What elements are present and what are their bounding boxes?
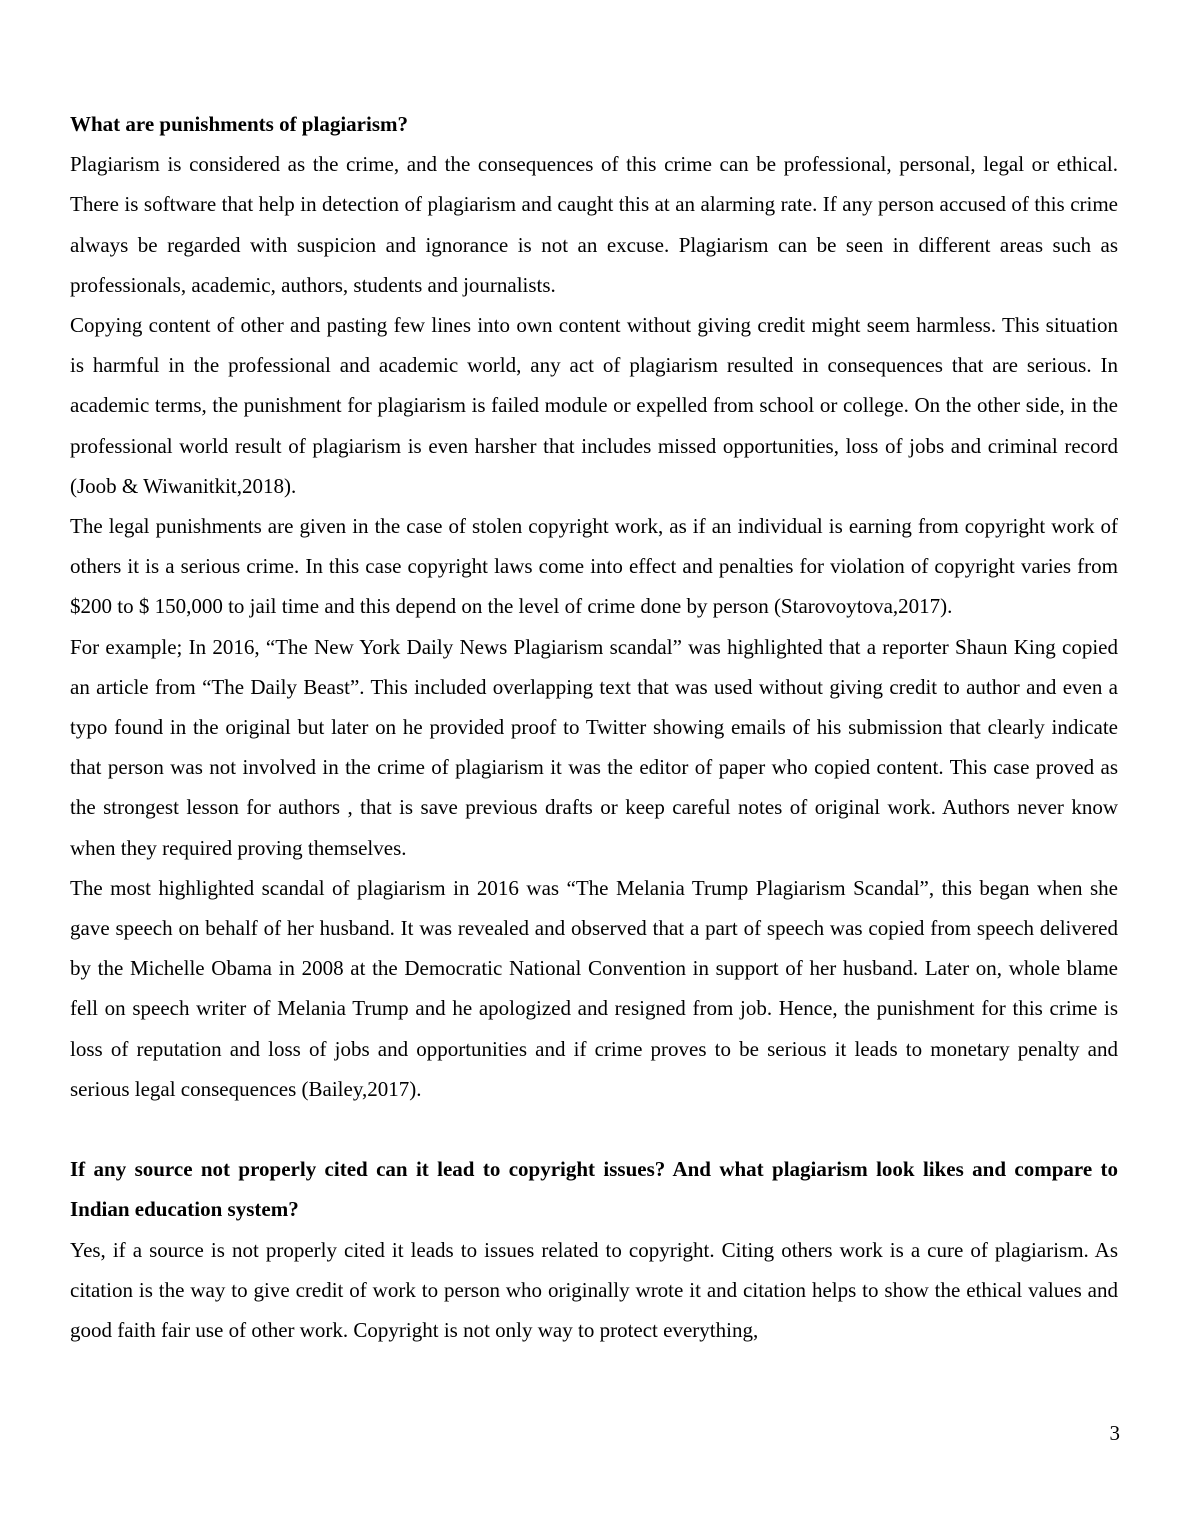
paragraph-legal-punishments: The legal punishments are given in the case of stolen copyright work, as if an individual is earning from copyright work of others it is a serious crime. In this case copyright laws come into effect and penalties for violation of copyright varies from $200 to $ 150,000 to jail time and this depend on the level of crime done by person (Starovoytova,2017). — [70, 514, 1118, 619]
page-number: 3 — [1109, 1421, 1120, 1445]
section-spacer — [70, 1109, 1118, 1149]
section-heading-copyright-issues: If any source not properly cited can it lead to copyright issues? And what plagiarism look likes and compare to Indian education system? — [70, 1157, 1118, 1222]
paragraph-consequences: Plagiarism is considered as the crime, and the consequences of this crime can be professional, personal, legal or ethical. There is software that help in detection of plagiarism and caught this at an alarming rate. If any person accused of this crime always be regarded with suspicion and ignorance is not an excuse. Plagiarism can be seen in different areas such as professionals, academic, authors, students and journalists. — [70, 152, 1118, 297]
paragraph-citation: Yes, if a source is not properly cited it leads to issues related to copyright. Citing others work is a cure of plagiarism. As citation is the way to give credit of work to person who originally wrote it and citation helps to show the ethical values and good faith fair use of other work. Copyright is not only way to protect everything, — [70, 1237, 1118, 1343]
paragraph-daily-news-example: For example; In 2016, “The New York Daily News Plagiarism scandal” was highlighted that a reporter Shaun King copied an article from “The Daily Beast”. This included overlapping text that was used without giving credit to author and even a typo found in the original but later on he provided proof to Twitter showing emails of his submission that clearly indicate that person was not involved in the crime of plagiarism it was the editor of paper who copied content. This case proved as the strongest lesson for authors , that is save previous drafts or keep careful notes of original work. Authors never know when they required proving themselves. — [70, 634, 1118, 860]
document-body — [70, 104, 1118, 1350]
section-heading-punishments: What are punishments of plagiarism? — [70, 112, 408, 136]
paragraph-melania-trump-scandal: The most highlighted scandal of plagiarism in 2016 was “The Melania Trump Plagiarism Scandal”, this began when she gave speech on behalf of her husband. It was revealed and observed that a part of speech was copied from speech delivered by the Michelle Obama in 2008 at the Democratic National Convention in support of her husband. Later on, whole blame fell on speech writer of Melania Trump and he apologized and resigned from job. Hence, the punishment for this crime is loss of reputation and loss of jobs and opportunities and if crime proves to be serious it leads to monetary penalty and serious legal consequences (Bailey,2017). — [70, 875, 1118, 1101]
paragraph-copying-content: Copying content of other and pasting few lines into own content without giving credit might seem harmless. This situation is harmful in the professional and academic world, any act of plagiarism resulted in consequences that are serious. In academic terms, the punishment for plagiarism is failed module or expelled from school or college. On the other side, in the professional world result of plagiarism is even harsher that includes missed opportunities, loss of jobs and criminal record (Joob & Wiwanitkit,2018). — [70, 313, 1118, 498]
